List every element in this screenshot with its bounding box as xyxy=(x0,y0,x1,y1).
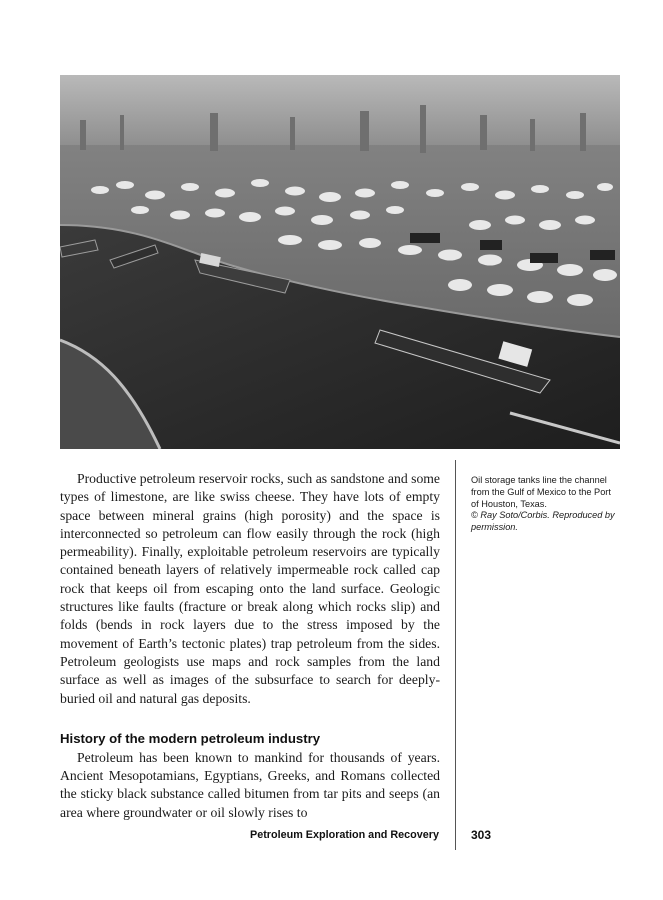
page-number: 303 xyxy=(471,828,492,842)
photo-credit: © Ray Soto/Corbis. Reproduced by permission. xyxy=(471,510,615,533)
paragraph-history: Petroleum has been known to mankind for thousands of years. Ancient Mesopotamians, Egyptians, Greeks, and Romans collected the sticky black substance called bitumen from tar pits and seeps (an area where groundwater or oil slowly rises to xyxy=(60,749,440,820)
aerial-photo-illustration xyxy=(60,75,620,449)
column-divider xyxy=(455,460,456,850)
body-text-column xyxy=(60,470,440,822)
running-footer-title: Petroleum Exploration and Recovery xyxy=(250,829,439,841)
section-heading: History of the modern petroleum industry xyxy=(60,730,321,746)
aerial-photo-oil-storage-tanks xyxy=(60,75,620,449)
caption-text: Oil storage tanks line the channel from the Gulf of Mexico to the Port of Houston, Texas. xyxy=(471,475,611,509)
photo-caption xyxy=(471,475,621,534)
paragraph-reservoir-rocks: Productive petroleum reservoir rocks, such as sandstone and some types of limestone, are like swiss cheese. They have lots of empty space between mineral grains (high porosity) and the space is interconnected so petroleum can flow easily through the rock (high permeability). Finally, exploitable petroleum reservoirs are typically contained beneath layers of relatively impermeable rock called cap rock that keeps oil from escaping onto the land surface. Geologic structures like faults (fracture or break along which rocks slip) and folds (bends in rock layers due to the stress imposed by the movement of Earth’s tectonic plates) trap petroleum from the sides. Petroleum geologists use maps and rock samples from the land surface as well as images of the subsurface to search for deeply-buried oil and natural gas deposits. xyxy=(60,471,441,706)
